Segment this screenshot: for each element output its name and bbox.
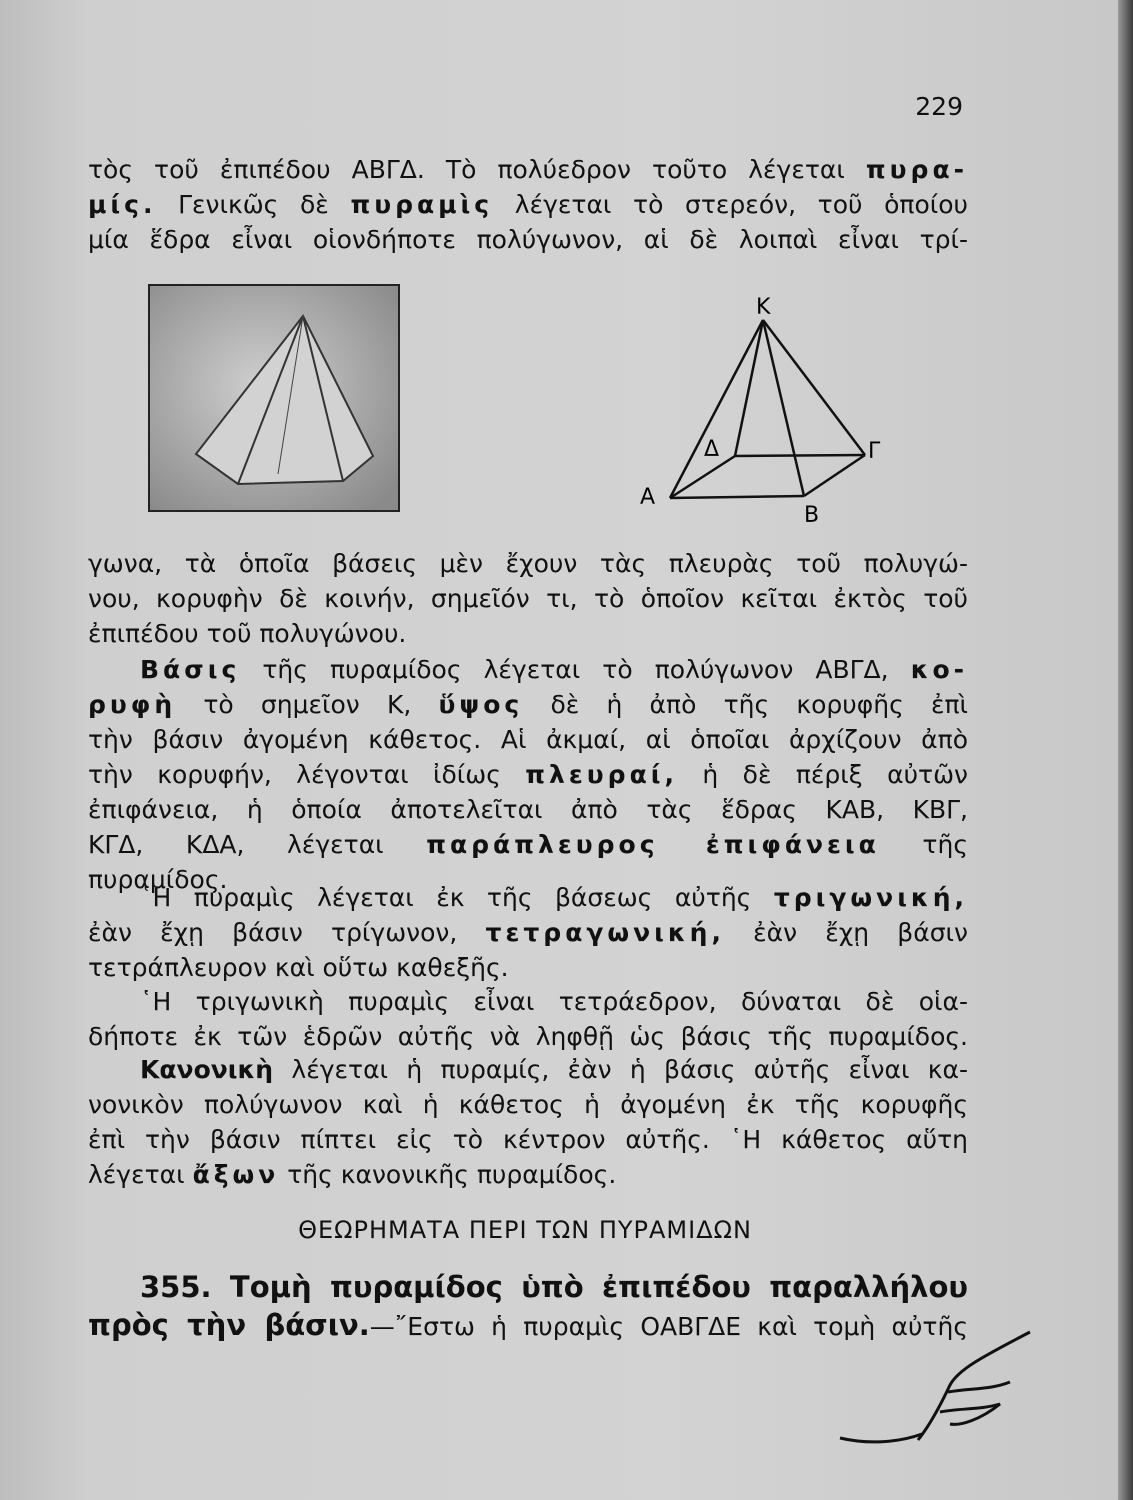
handwritten-mark (830, 1330, 1060, 1480)
paragraph-tetrahedron (88, 984, 968, 1054)
edge-GD (735, 455, 865, 456)
text-line: μία ἕδρα εἶναι οἱονδήποτε πολύγωνον, αἱ δὲ λοιπαὶ εἶναι τρί- (88, 225, 968, 254)
text-line: ΚΓΔ, ΚΔΑ, λέγεται παράπλευρος ἐπιφάνεια τῆς (88, 830, 968, 859)
paragraph-classification (88, 880, 968, 985)
text-line: πρὸς τὴν βάσιν.—῎Εστω ἡ πυραμὶς ΟΑΒΓΔΕ καὶ τομὴ αὐτῆς (88, 1308, 968, 1342)
label-A: Α (640, 485, 656, 510)
text-line: ἐπὶ τὴν βάσιν πίπτει εἰς τὸ κέντρον αὐτῆς. ῾Η κάθετος αὕτη (88, 1125, 968, 1154)
text-line: μίς. Γενικῶς δὲ πυραμὶς λέγεται τὸ στερεόν, τοῦ ὁποίου (88, 190, 968, 219)
text-line: νου, κορυφὴν δὲ κοινήν, σημεῖόν τι, τὸ ὁποῖον κεῖται ἐκτὸς τοῦ (88, 584, 968, 613)
text-line: τὸς τοῦ ἐπιπέδου ΑΒΓΔ. Τὸ πολύεδρον τοῦτο λέγεται πυρα- (88, 155, 968, 184)
text-line: δήποτε ἐκ τῶν ἑδρῶν αὐτῆς νὰ ληφθῇ ὡς βάσις τῆς πυραμίδος. (88, 1022, 968, 1051)
page-number: 229 (915, 92, 963, 121)
edge-AB (670, 496, 804, 498)
edge-KD (735, 320, 763, 456)
text-line: τὴν κορυφήν, λέγονται ἰδίως πλευραί, ἡ δὲ πέριξ αὐτῶν (88, 760, 968, 789)
edge-BG (804, 455, 865, 496)
text-line: γωνα, τὰ ὁποῖα βάσεις μὲν ἔχουν τὰς πλευρὰς τοῦ πολυγώ- (88, 549, 968, 578)
label-D: Δ (704, 437, 720, 462)
section-heading: ΘΕΩΡΗΜΑΤΑ ΠΕΡΙ ΤΩΝ ΠΥΡΑΜΙΔΩΝ (298, 1216, 752, 1244)
pyramid-diagram-figure (632, 290, 902, 530)
text-line: ἐὰν ἔχῃ βάσιν τρίγωνον, τετραγωνική, ἐὰν ἔχῃ βάσιν (88, 918, 968, 947)
text-line: 355. Τομὴ πυραμίδος ὑπὸ ἐπιπέδου παραλλήλου (140, 1270, 968, 1304)
text-line: Βάσις τῆς πυραμίδος λέγεται τὸ πολύγωνον ΑΒΓΔ, κο- (140, 655, 968, 684)
label-K: Κ (756, 295, 771, 320)
label-G: Γ (868, 439, 881, 464)
text-line: νονικὸν πολύγωνον καὶ ἡ κάθετος ἡ ἀγομένη ἐκ τῆς κορυφῆς (88, 1090, 968, 1119)
text-line: ῾Η τριγωνικὴ πυραμὶς εἶναι τετράεδρον, δύναται δὲ οἱα- (140, 987, 968, 1016)
text-line: τὴν βάσιν ἀγομένη κάθετος. Αἱ ἀκμαί, αἱ ὁποῖαι ἀρχίζουν ἀπὸ (88, 725, 968, 754)
paragraph-regular-pyramid (88, 1052, 968, 1192)
label-B: Β (804, 503, 820, 528)
paragraph-definition (88, 152, 968, 257)
pyramid-photo-figure (148, 284, 400, 512)
text-line: πυραμίδος. (88, 865, 228, 894)
edge-KA (670, 320, 763, 498)
text-line: τετράπλευρον καὶ οὕτω καθεξῆς. (88, 953, 509, 982)
text-line: λέγεται ἄξων τῆς κανονικῆς πυραμίδος. (88, 1160, 617, 1189)
text-line: ἐπιπέδου τοῦ πολυγώνου. (88, 619, 407, 648)
paragraph-definition-cont (88, 546, 968, 651)
text-line: ῾Η πυραμὶς λέγεται ἐκ τῆς βάσεως αὐτῆς τριγωνική, (140, 883, 968, 912)
paragraph-base-apex (88, 652, 968, 897)
text-line: ἐπιφάνεια, ἡ ὁποία ἀποτελεῖται ἀπὸ τὰς ἕδρας ΚΑΒ, ΚΒΓ, (88, 795, 968, 824)
page-edge (1118, 0, 1133, 1500)
text-line: ρυφὴ τὸ σημεῖον Κ, ὕψος δὲ ἡ ἀπὸ τῆς κορυφῆς ἐπὶ (88, 690, 968, 719)
text-line: Κανονικὴ λέγεται ἡ πυραμίς, ἐὰν ἡ βάσις αὐτῆς εἶναι κα- (140, 1055, 968, 1084)
